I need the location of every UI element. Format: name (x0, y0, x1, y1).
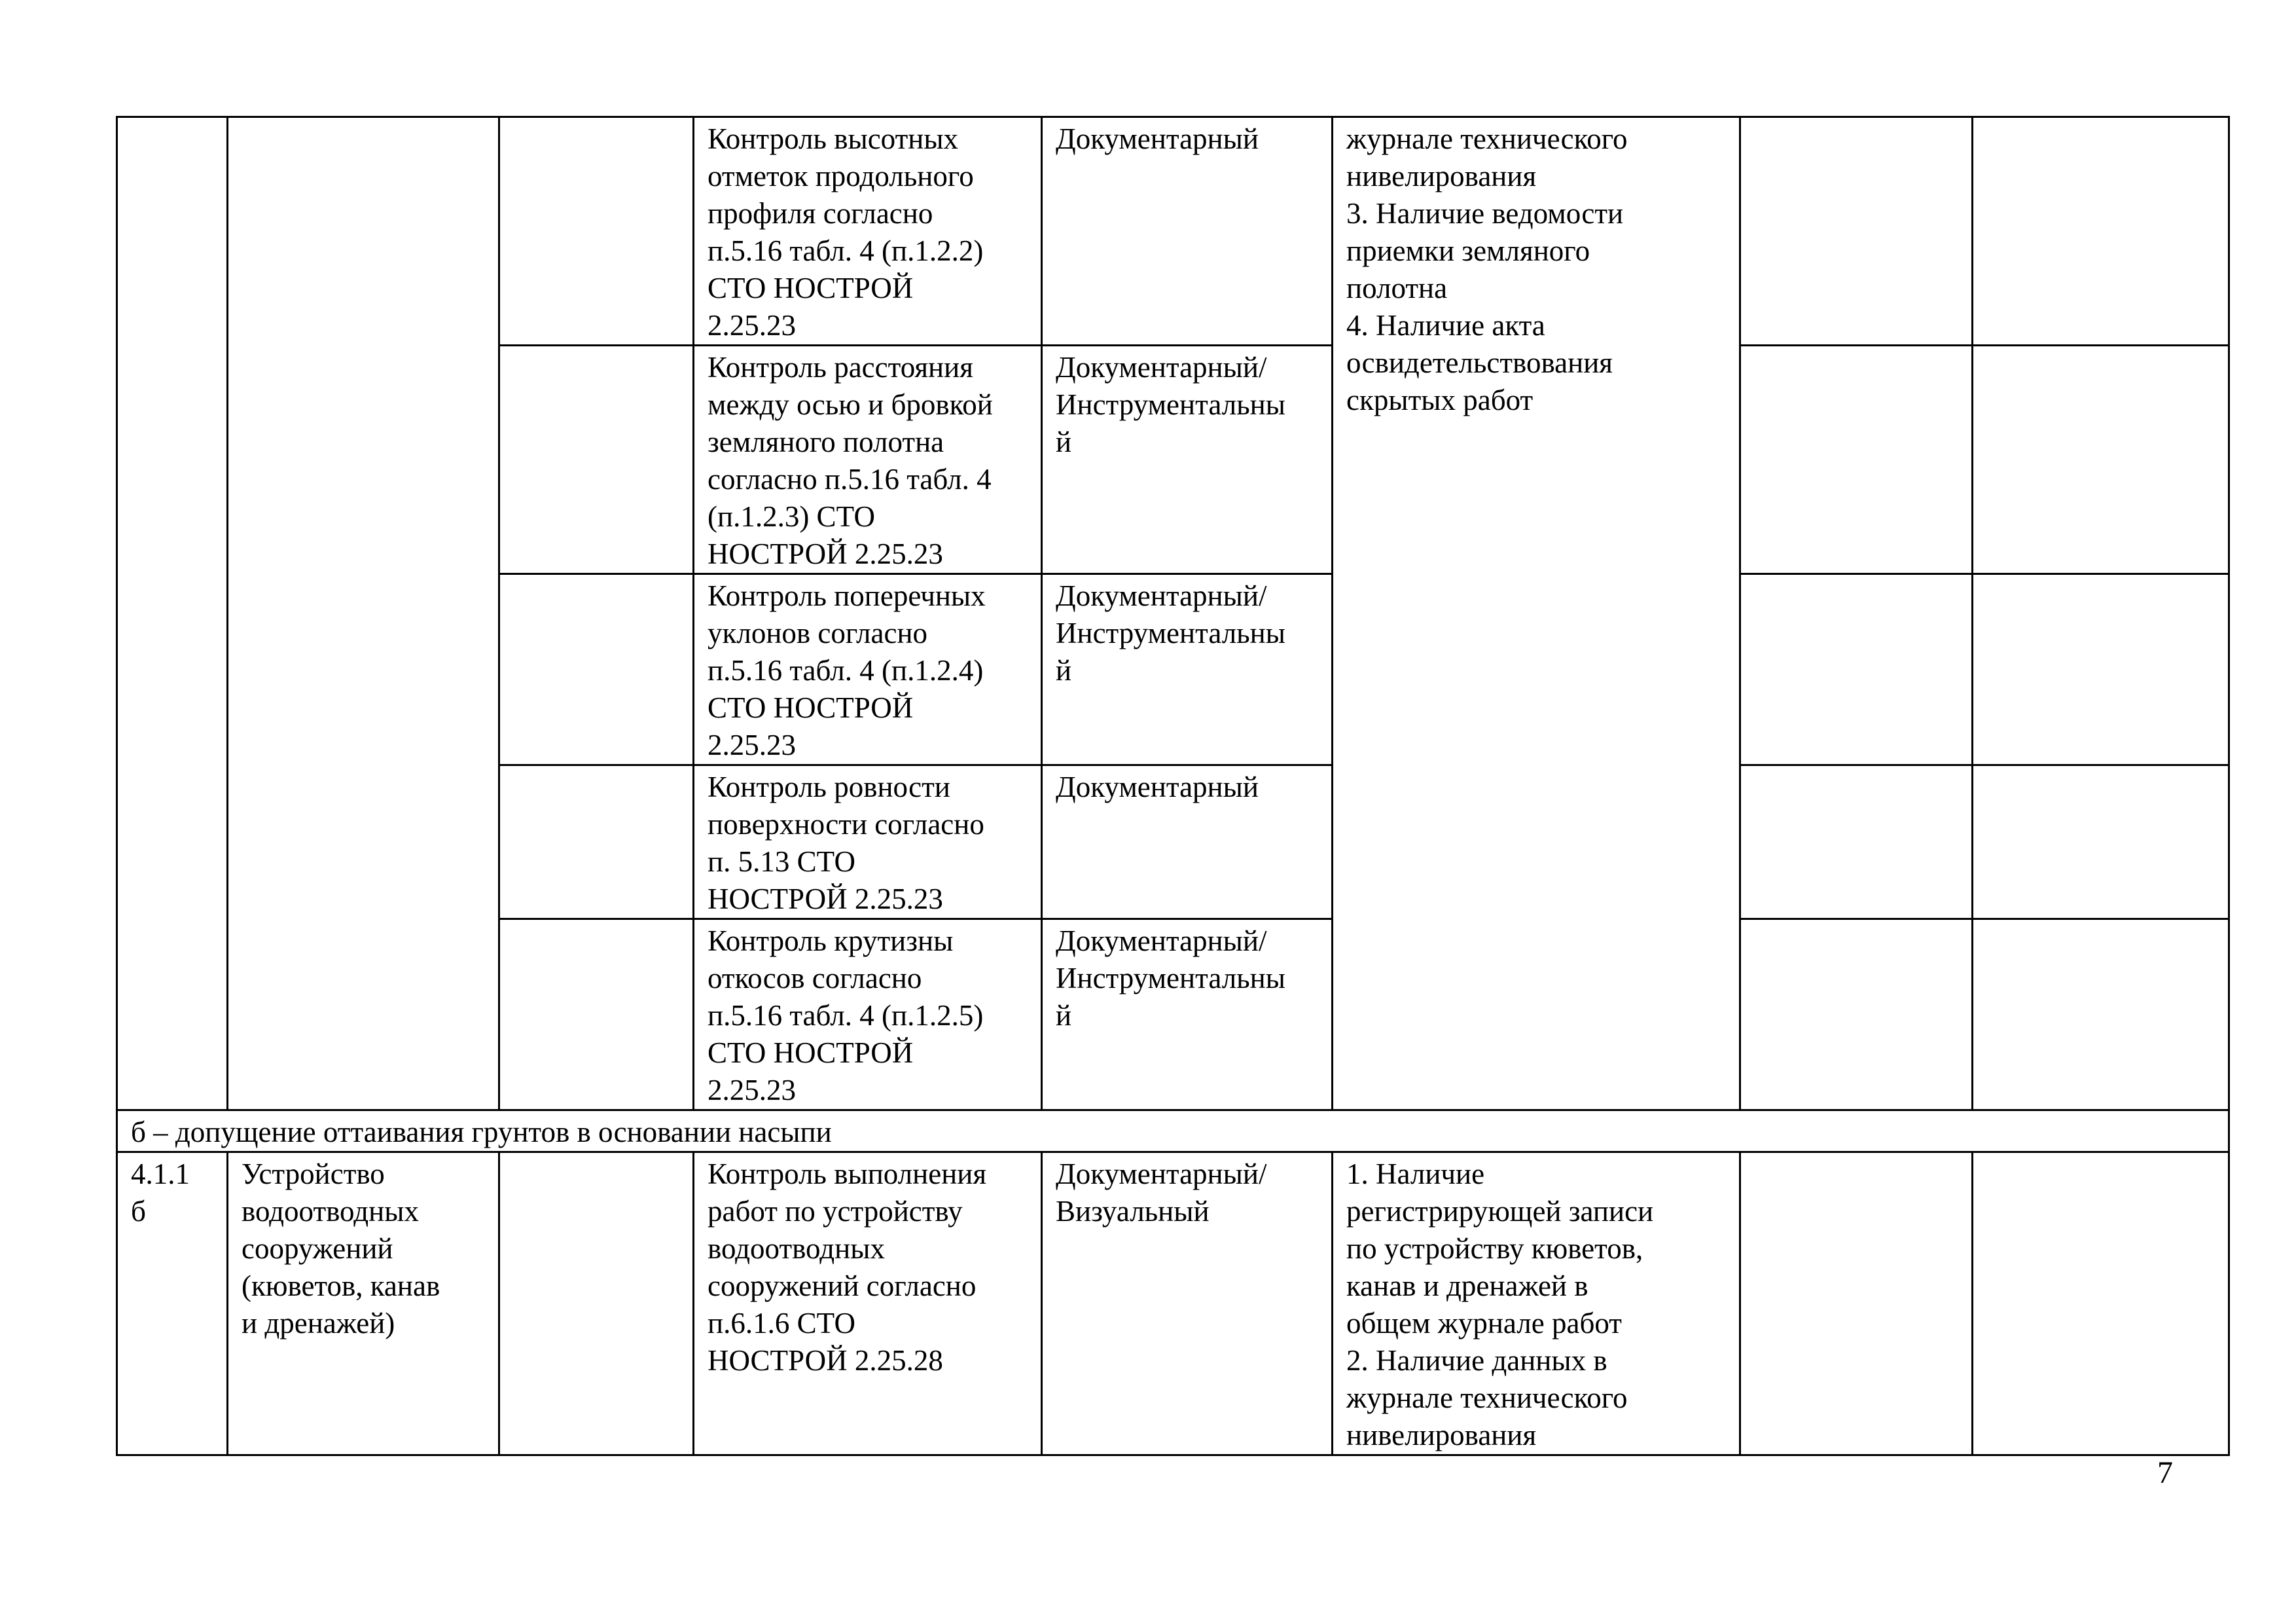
method-cell: Документарный/ Инструментальны й (1042, 919, 1333, 1110)
number-cell (117, 117, 228, 1110)
page-number: 7 (2157, 1455, 2173, 1490)
empty-cell (1973, 1152, 2229, 1455)
work-cell: Устройство водоотводных сооружений (кюветов, канав и дренажей) (228, 1152, 499, 1455)
empty-cell (1973, 117, 2229, 346)
table-row (117, 117, 2229, 346)
documents-cell: журнале технического нивелирования 3. Наличие ведомости приемки земляного полотна 4. Наличие акта освидетельствования скрытых работ (1333, 117, 1740, 1110)
empty-cell (1740, 574, 1973, 765)
empty-cell (1740, 117, 1973, 346)
number-cell: 4.1.1 б (117, 1152, 228, 1455)
empty-cell (499, 1152, 694, 1455)
control-cell: Контроль выполнения работ по устройству водоотводных сооружений согласно п.6.1.6 СТО НОСТРОЙ 2.25.28 (694, 1152, 1042, 1455)
empty-cell (1740, 1152, 1973, 1455)
control-cell: Контроль крутизны откосов согласно п.5.16 табл. 4 (п.1.2.5) СТО НОСТРОЙ 2.25.23 (694, 919, 1042, 1110)
section-header-row (117, 1110, 2229, 1152)
control-cell: Контроль расстояния между осью и бровкой земляного полотна согласно п.5.16 табл. 4 (п.1.2.3) СТО НОСТРОЙ 2.25.23 (694, 346, 1042, 574)
empty-cell (1740, 765, 1973, 919)
empty-cell (1740, 346, 1973, 574)
empty-cell (1740, 919, 1973, 1110)
method-cell: Документарный/ Инструментальны й (1042, 346, 1333, 574)
work-cell (228, 117, 499, 1110)
inspection-table (116, 116, 2230, 1456)
method-cell: Документарный/ Визуальный (1042, 1152, 1333, 1455)
section-title: б – допущение оттаивания грунтов в основании насыпи (117, 1110, 2229, 1152)
control-cell: Контроль высотных отметок продольного профиля согласно п.5.16 табл. 4 (п.1.2.2) СТО НОСТРОЙ 2.25.23 (694, 117, 1042, 346)
empty-cell (1973, 346, 2229, 574)
empty-cell (499, 346, 694, 574)
method-cell: Документарный (1042, 117, 1333, 346)
documents-cell: 1. Наличие регистрирующей записи по устройству кюветов, канав и дренажей в общем журнале работ 2. Наличие данных в журнале технического нивелирования (1333, 1152, 1740, 1455)
empty-cell (1973, 919, 2229, 1110)
empty-cell (1973, 574, 2229, 765)
control-cell: Контроль ровности поверхности согласно п. 5.13 СТО НОСТРОЙ 2.25.23 (694, 765, 1042, 919)
empty-cell (499, 574, 694, 765)
method-cell: Документарный (1042, 765, 1333, 919)
table-row (117, 1152, 2229, 1455)
empty-cell (499, 765, 694, 919)
empty-cell (1973, 765, 2229, 919)
method-cell: Документарный/ Инструментальны й (1042, 574, 1333, 765)
empty-cell (499, 919, 694, 1110)
control-cell: Контроль поперечных уклонов согласно п.5.16 табл. 4 (п.1.2.4) СТО НОСТРОЙ 2.25.23 (694, 574, 1042, 765)
empty-cell (499, 117, 694, 346)
